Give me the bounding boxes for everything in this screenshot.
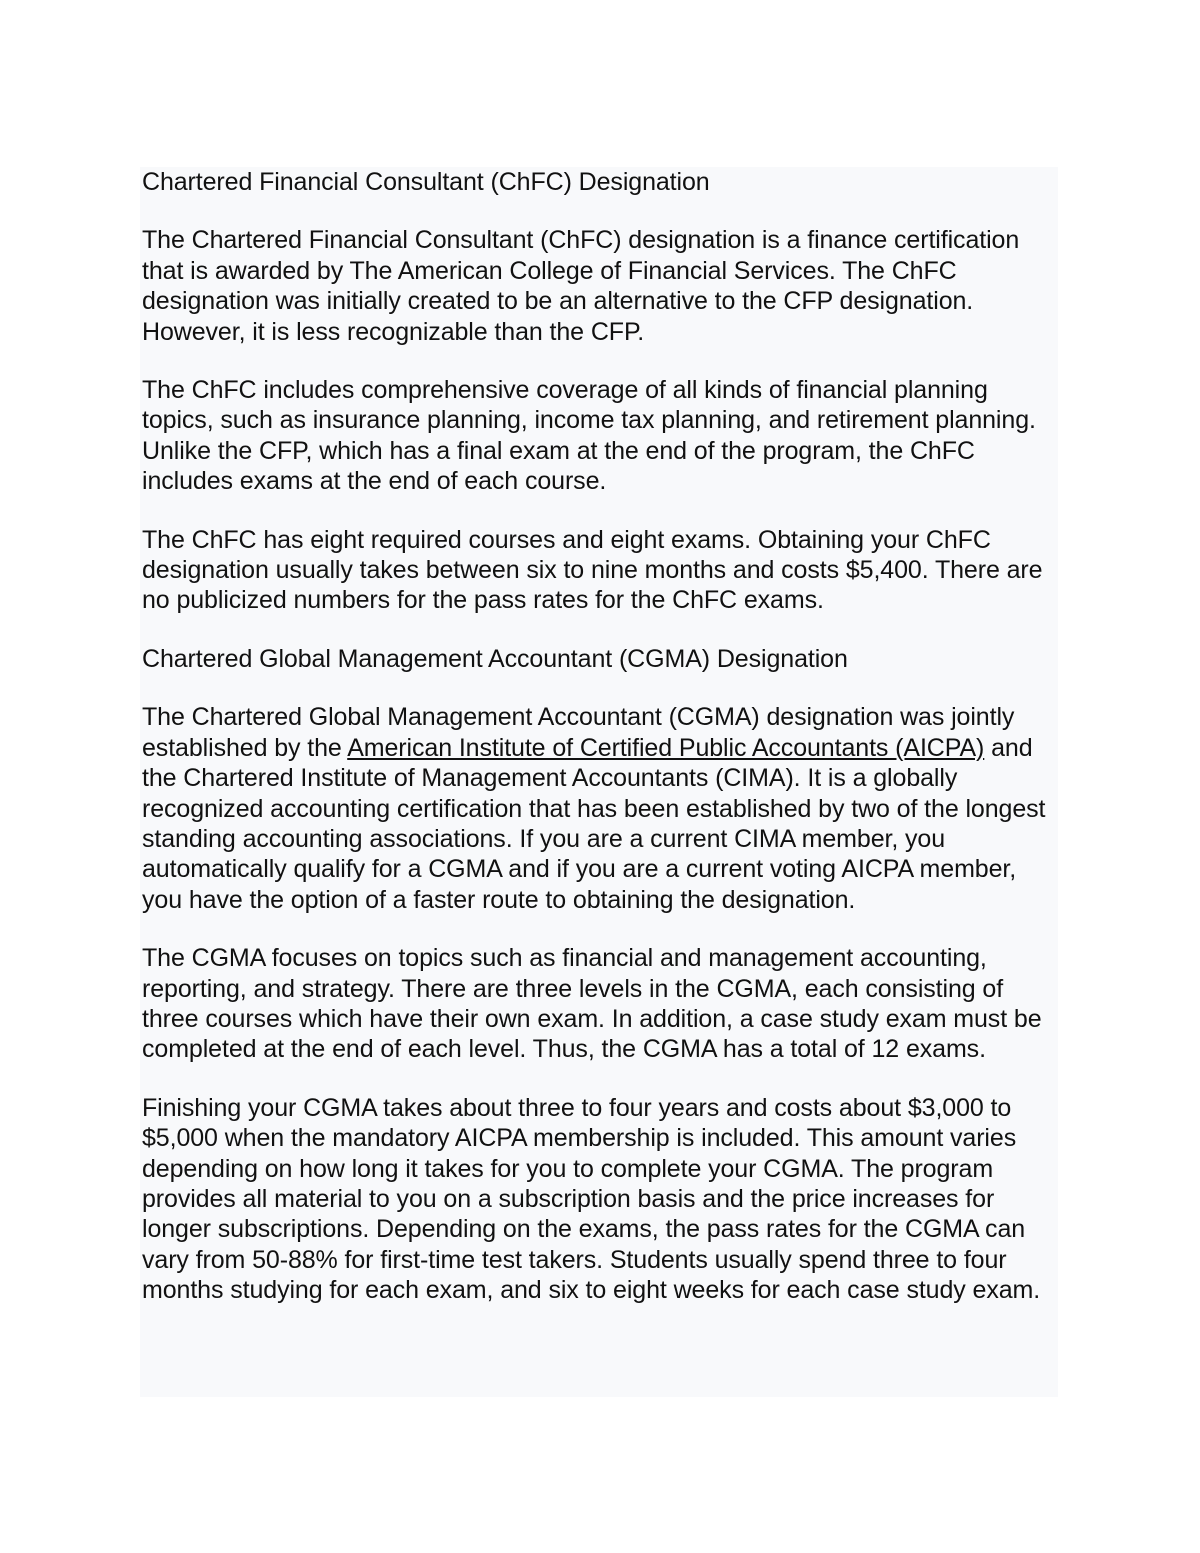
document-text-block [140,167,1058,1397]
spacer [142,1065,1058,1093]
aicpa-link[interactable]: American Institute of Certified Public Accountants (AICPA) [347,733,985,762]
spacer [142,497,1058,525]
spacer [142,915,1058,943]
spacer [142,347,1058,375]
spacer [142,197,1058,225]
cgma-heading: Chartered Global Management Accountant (CGMA) Designation [142,644,848,673]
chfc-paragraph-2: The ChFC includes comprehensive coverage of all kinds of financial planning topics, such as insurance planning, income tax planning, and retirement planning. Unlike the CFP, which has a final exam at the end of the program, the ChFC includes exams at the end of each course. [142,376,1036,496]
cgma-paragraph-2: The CGMA focuses on topics such as financial and management accounting, reporting, and strategy. There are three levels in the CGMA, each consisting of three courses which have their own exam. In addition, a case study exam must be completed at the end of each level. Thus, the CGMA has a total of 12 exams. [142,944,1042,1064]
chfc-paragraph-1: The Chartered Financial Consultant (ChFC) designation is a finance certification that is awarded by The American College of Financial Services. The ChFC designation was initially created to be an alternative to the CFP designation. However, it is less recognizable than the CFP. [142,226,1020,346]
cgma-paragraph-1 [142,702,1058,915]
cgma-paragraph-1-text-after: and the Chartered Institute of Management Accountants (CIMA). It is a globally recognized accounting certification that has been established by two of the longest standing accounting associations. If you are a current CIMA member, you automatically qualify for a CGMA and if you are a current voting AICPA member, you have the option of a faster route to obtaining the designation. [142,733,1046,914]
cgma-paragraph-3: Finishing your CGMA takes about three to four years and costs about $3,000 to $5,000 when the mandatory AICPA membership is included. This amount varies depending on how long it takes for you to complete your CGMA. The program provides all material to you on a subscription basis and the price increases for longer subscriptions. Depending on the exams, the pass rates for the CGMA can vary from 50-88% for first-time test takers. Students usually spend three to four months studying for each exam, and six to eight weeks for each case study exam. [142,1093,1041,1305]
spacer [142,616,1058,644]
spacer [142,674,1058,702]
chfc-paragraph-3: The ChFC has eight required courses and eight exams. Obtaining your ChFC designation usually takes between six to nine months and costs $5,400. There are no publicized numbers for the pass rates for the ChFC exams. [142,525,1043,615]
cgma-paragraph-1-text-before: The Chartered Global Management Accountant (CGMA) designation was jointly established by the [142,703,1015,762]
chfc-heading: Chartered Financial Consultant (ChFC) Designation [142,168,710,196]
